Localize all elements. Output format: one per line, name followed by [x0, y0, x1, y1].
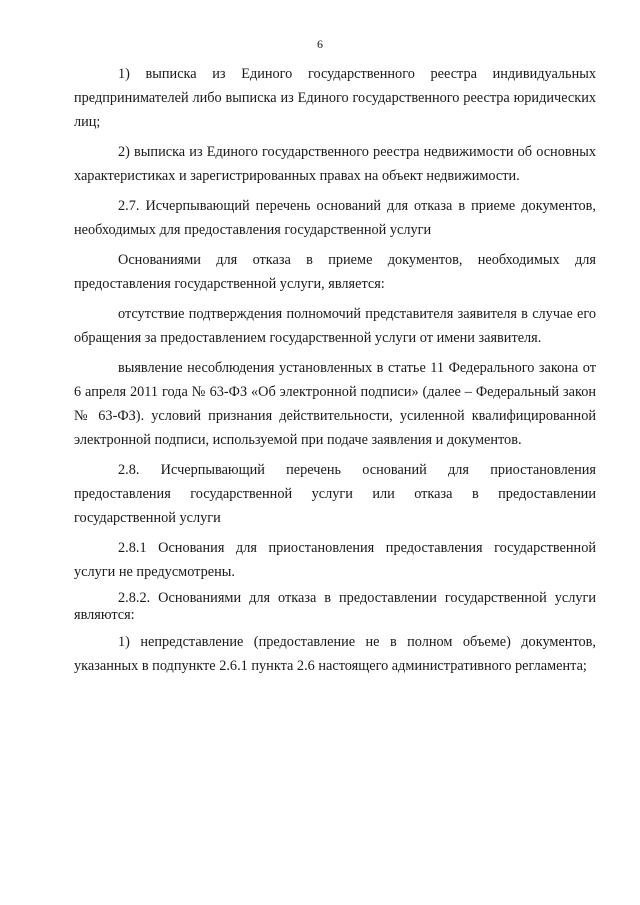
paragraph-section-2-7-heading: 2.7. Исчерпывающий перечень оснований для отказа в приеме документов, необходимых для предоставления государственной услуги [74, 198, 596, 238]
paragraph-section-2-8-1: 2.8.1 Основания для приостановления предоставления государственной услуги не предусмотрены. [74, 540, 596, 580]
paragraph-section-2-8-heading: 2.8. Исчерпывающий перечень оснований для приостановления предоставления государственной услуги или отказа в предоставлении государственной услуги [74, 462, 596, 526]
paragraph-non-submission-documents: 1) непредставление (предоставление не в полном объеме) документов, указанных в подпункте 2.6.1 пункта 2.6 настоящего административного регламента; [74, 634, 596, 674]
paragraph-electronic-signature: выявление несоблюдения установленных в статье 11 Федерального закона от 6 апреля 2011 года № 63-ФЗ «Об электронной подписи» (далее – Федеральный закон № 63-ФЗ). условий признания действительности, усиленной квалифицированной электронной подписи, используемой при подаче заявления и документов. [74, 360, 596, 448]
paragraph-extract-egrip-egrul: 1) выписка из Единого государственного реестра индивидуальных предпринимателей либо выписка из Единого государственного реестра юридических лиц; [74, 66, 596, 130]
paragraph-no-authority-confirmation: отсутствие подтверждения полномочий представителя заявителя в случае его обращения за предоставлением государственной услуги от имени заявителя. [74, 306, 596, 346]
page-number: 6 [317, 37, 323, 51]
paragraph-section-2-8-2: 2.8.2. Основаниями для отказа в предоставлении государственной услуги являются: [74, 590, 596, 623]
paragraph-extract-egrn: 2) выписка из Единого государственного реестра недвижимости об основных характеристиках и зарегистрированных правах на объект недвижимости. [74, 144, 596, 184]
document-body [74, 62, 596, 684]
paragraph-refusal-grounds-intro: Основаниями для отказа в приеме документов, необходимых для предоставления государственной услуги, является: [74, 252, 596, 292]
